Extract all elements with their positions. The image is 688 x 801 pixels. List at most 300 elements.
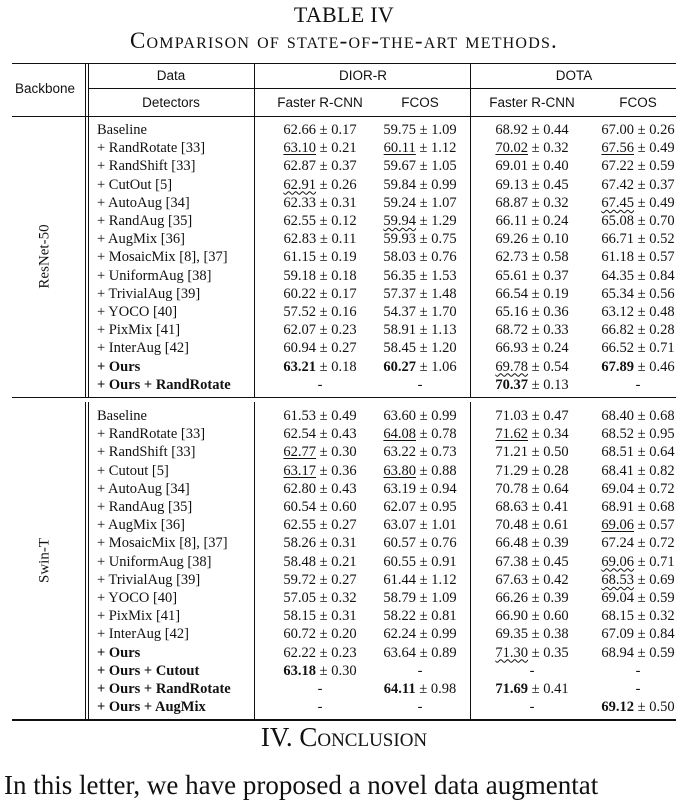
mean-value: 67.24 — [601, 535, 635, 552]
column-rule — [85, 63, 89, 116]
std-value: ± 0.24 — [527, 213, 569, 229]
std-value: ± 0.58 — [528, 249, 569, 266]
std-value: ± 0.23 — [316, 322, 357, 339]
std-value: ± 0.24 — [528, 340, 569, 357]
mean-value: 60.94 — [283, 340, 317, 357]
result-cell — [588, 339, 688, 357]
mean-value: 65.61 — [495, 267, 529, 284]
method-name: + YOCO [40] — [97, 304, 178, 320]
body-text: In this letter, we have proposed a novel data augmentat — [4, 770, 599, 800]
mean-value: 71.30 — [495, 644, 529, 661]
result-cell — [588, 303, 688, 321]
mean-value: 63.17 — [283, 462, 317, 479]
std-value: ± 0.89 — [416, 644, 457, 661]
result-cell — [262, 534, 378, 552]
result-cell — [262, 553, 378, 571]
result-cell — [377, 662, 463, 680]
result-cell — [377, 267, 463, 285]
mean-value: 59.93 — [383, 231, 417, 248]
std-value: ± 0.17 — [316, 285, 357, 302]
std-value: ± 0.57 — [634, 249, 675, 266]
result-cell — [377, 516, 463, 534]
result-cell — [588, 498, 688, 516]
mean-value: 71.69 — [495, 681, 529, 697]
method-name: + Ours — [97, 358, 141, 375]
mean-value: 69.04 — [601, 480, 635, 497]
std-value: ± 0.75 — [416, 231, 457, 248]
std-value: ± 0.30 — [316, 662, 357, 679]
mean-value: 66.54 — [495, 285, 529, 302]
result-cell — [377, 212, 463, 230]
mean-value: 62.55 — [283, 213, 317, 229]
mean-value: 69.13 — [495, 176, 529, 193]
result-cell — [262, 498, 378, 516]
result-cell — [262, 662, 378, 680]
std-value: ± 0.20 — [316, 626, 357, 643]
result-cell — [262, 589, 378, 607]
mean-value: 62.33 — [283, 194, 317, 211]
mean-value: 66.90 — [495, 608, 529, 625]
result-cell — [377, 480, 463, 498]
std-value: ± 0.18 — [316, 267, 357, 284]
mean-value: - — [635, 376, 641, 393]
header-fcos-dota: FCOS — [619, 95, 657, 110]
result-cell — [474, 157, 590, 175]
method-name: + TrivialAug [39] — [97, 571, 201, 588]
result-cell — [377, 698, 463, 716]
mean-value: 63.60 — [383, 408, 417, 424]
result-cell — [262, 139, 378, 157]
result-cell — [474, 662, 590, 680]
result-cell — [262, 339, 378, 357]
mean-value: 68.41 — [601, 462, 635, 479]
mean-value: 58.15 — [283, 608, 317, 625]
std-value: ± 0.56 — [634, 285, 675, 302]
result-cell — [262, 644, 378, 662]
std-value: ± 0.46 — [634, 358, 675, 375]
mean-value: 62.24 — [383, 626, 417, 643]
result-cell — [377, 534, 463, 552]
std-value: ± 0.36 — [528, 304, 569, 320]
std-value: ± 0.10 — [528, 231, 569, 248]
method-name: + CutOut [5] — [97, 176, 173, 193]
mean-value: - — [417, 662, 423, 679]
std-value: ± 0.68 — [634, 499, 675, 515]
result-cell — [262, 698, 378, 716]
std-value: ± 0.18 — [316, 358, 357, 375]
std-value: ± 0.91 — [416, 553, 457, 570]
method-name: + RandAug [35] — [97, 213, 193, 229]
header-dior-r: DIOR-R — [339, 68, 387, 83]
result-cell — [588, 212, 688, 230]
mean-value: - — [635, 681, 641, 697]
result-cell — [262, 230, 378, 248]
result-cell — [377, 321, 463, 339]
mean-value: - — [529, 699, 535, 716]
std-value: ± 0.57 — [634, 517, 675, 534]
method-name: + RandShift [33] — [97, 444, 196, 461]
result-cell — [474, 498, 590, 516]
result-cell — [262, 376, 378, 394]
std-value: ± 0.99 — [416, 626, 457, 643]
result-cell — [588, 644, 688, 662]
result-cell — [377, 248, 463, 266]
method-name: + Ours + RandRotate — [97, 681, 231, 697]
std-value: ± 0.41 — [528, 499, 569, 515]
mean-value: 58.45 — [383, 340, 417, 357]
result-cell — [474, 194, 590, 212]
mean-value: 59.24 — [383, 194, 417, 211]
std-value: ± 0.88 — [416, 462, 457, 479]
std-value: ± 0.43 — [316, 426, 357, 443]
mean-value: 59.72 — [283, 571, 317, 588]
rule — [12, 397, 676, 398]
mean-value: 63.12 — [601, 304, 635, 320]
std-value: ± 0.37 — [316, 158, 357, 175]
std-value: ± 0.32 — [528, 140, 569, 157]
method-name: + Cutout [5] — [97, 462, 169, 479]
mean-value: 71.62 — [495, 426, 529, 443]
mean-value: 63.18 — [283, 662, 317, 679]
method-name: + RandRotate [33] — [97, 426, 206, 443]
result-cell — [377, 443, 463, 461]
result-cell — [474, 176, 590, 194]
method-name: + MosaicMix [8], [37] — [97, 249, 228, 266]
result-cell — [474, 230, 590, 248]
std-value: ± 0.73 — [416, 444, 457, 461]
result-cell — [474, 267, 590, 285]
mean-value: 58.22 — [383, 608, 417, 625]
mean-value: 63.19 — [383, 480, 417, 497]
result-cell — [588, 425, 688, 443]
mean-value: 63.80 — [383, 462, 417, 479]
mean-value: 66.93 — [495, 340, 529, 357]
result-cell — [588, 121, 688, 139]
result-cell — [588, 194, 688, 212]
mean-value: 60.72 — [283, 626, 317, 643]
std-value: ± 1.13 — [416, 322, 457, 339]
mean-value: 63.10 — [283, 140, 317, 157]
mean-value: 69.35 — [495, 626, 529, 643]
mean-value: 63.22 — [383, 444, 417, 461]
std-value: ± 0.31 — [316, 194, 357, 211]
std-value: ± 0.59 — [634, 590, 675, 606]
mean-value: 67.56 — [601, 140, 635, 157]
std-value: ± 0.27 — [316, 571, 357, 588]
result-cell — [377, 230, 463, 248]
result-cell — [262, 571, 378, 589]
mean-value: - — [317, 681, 323, 697]
result-cell — [588, 157, 688, 175]
std-value: ± 0.84 — [634, 626, 675, 643]
result-cell — [588, 589, 688, 607]
result-cell — [262, 358, 378, 376]
mean-value: 60.11 — [383, 140, 416, 157]
method-name: + UniformAug [38] — [97, 267, 212, 284]
std-value: ± 0.59 — [634, 644, 675, 661]
column-rule — [254, 63, 255, 116]
method-name: + Ours + AugMix — [97, 699, 206, 716]
std-value: ± 0.49 — [316, 408, 357, 424]
std-value: ± 1.05 — [416, 158, 457, 175]
std-value: ± 0.39 — [528, 590, 569, 606]
result-cell — [588, 625, 688, 643]
result-cell — [474, 462, 590, 480]
result-cell — [474, 698, 590, 716]
mean-value: 60.27 — [383, 358, 417, 375]
result-cell — [377, 553, 463, 571]
table-label: TABLE IV — [293, 2, 395, 27]
result-cell — [588, 571, 688, 589]
result-cell — [262, 480, 378, 498]
mean-value: - — [635, 662, 641, 679]
std-value: ± 0.38 — [528, 626, 569, 643]
rule — [12, 116, 676, 117]
result-cell — [474, 358, 590, 376]
std-value: ± 0.36 — [316, 462, 357, 479]
result-cell — [588, 407, 688, 425]
std-value: ± 0.35 — [528, 644, 569, 661]
result-cell — [377, 121, 463, 139]
method-name: + AugMix [36] — [97, 231, 185, 248]
std-value: ± 0.95 — [634, 426, 675, 443]
result-cell — [474, 212, 590, 230]
std-value: ± 0.13 — [528, 376, 569, 393]
std-value: ± 0.19 — [316, 249, 357, 266]
std-value: ± 0.43 — [316, 480, 357, 497]
std-value: ± 0.12 — [316, 213, 357, 229]
std-value: ± 0.60 — [316, 499, 357, 515]
table-title: Comparison of state-of-the-art methods. — [130, 28, 558, 53]
result-cell — [588, 230, 688, 248]
mean-value: 54.37 — [383, 304, 417, 320]
mean-value: 62.73 — [495, 249, 529, 266]
std-value: ± 1.09 — [416, 590, 457, 606]
std-value: ± 0.33 — [528, 322, 569, 339]
mean-value: 66.52 — [601, 340, 635, 357]
mean-value: 70.48 — [495, 517, 529, 534]
result-cell — [377, 376, 463, 394]
std-value: ± 0.37 — [528, 267, 569, 284]
result-cell — [262, 285, 378, 303]
std-value: ± 0.21 — [316, 140, 357, 157]
mean-value: 68.52 — [601, 426, 635, 443]
mean-value: 65.34 — [601, 285, 635, 302]
result-cell — [588, 139, 688, 157]
result-cell — [588, 607, 688, 625]
std-value: ± 0.27 — [316, 517, 357, 534]
std-value: ± 0.64 — [528, 480, 569, 497]
method-name: + MosaicMix [8], [37] — [97, 535, 228, 552]
result-cell — [588, 462, 688, 480]
mean-value: 60.57 — [383, 535, 417, 552]
mean-value: 59.84 — [383, 176, 417, 193]
result-cell — [377, 607, 463, 625]
header-fcos-dior: FCOS — [401, 95, 439, 110]
result-cell — [377, 303, 463, 321]
column-rule — [470, 402, 471, 719]
mean-value: 58.79 — [383, 590, 417, 606]
mean-value: 69.12 — [601, 699, 635, 716]
std-value: ± 0.47 — [528, 408, 569, 424]
mean-value: 57.05 — [283, 590, 317, 606]
result-cell — [377, 176, 463, 194]
result-cell — [262, 248, 378, 266]
mean-value: 71.21 — [495, 444, 529, 461]
mean-value: 67.42 — [601, 176, 635, 193]
header-detectors: Detectors — [142, 95, 200, 110]
mean-value: 58.03 — [383, 249, 417, 266]
std-value: ± 0.99 — [416, 408, 457, 424]
mean-value: 69.04 — [601, 590, 635, 606]
mean-value: 67.63 — [495, 571, 529, 588]
std-value: ± 0.68 — [634, 408, 675, 424]
std-value: ± 0.70 — [634, 213, 675, 229]
result-cell — [377, 498, 463, 516]
result-cell — [474, 534, 590, 552]
std-value: ± 0.76 — [416, 249, 457, 266]
mean-value: 70.02 — [495, 140, 529, 157]
mean-value: 65.08 — [601, 213, 635, 229]
std-value: ± 0.98 — [415, 681, 457, 697]
mean-value: 65.16 — [495, 304, 529, 320]
std-value: ± 0.45 — [528, 553, 569, 570]
mean-value: 71.29 — [495, 462, 529, 479]
mean-value: 67.89 — [601, 358, 635, 375]
result-cell — [474, 407, 590, 425]
mean-value: - — [417, 699, 423, 716]
mean-value: 62.07 — [383, 499, 417, 515]
std-value: ± 0.78 — [416, 426, 457, 443]
std-value: ± 0.26 — [634, 122, 675, 138]
mean-value: 67.09 — [601, 626, 635, 643]
result-cell — [377, 339, 463, 357]
mean-value: 59.67 — [383, 158, 417, 175]
mean-value: 69.01 — [495, 158, 529, 175]
mean-value: 62.91 — [283, 176, 317, 193]
result-cell — [262, 680, 378, 698]
std-value: ± 0.42 — [528, 571, 569, 588]
std-value: ± 1.29 — [416, 213, 457, 229]
mean-value: 63.07 — [383, 517, 417, 534]
std-value: ± 0.16 — [316, 304, 357, 320]
mean-value: 62.22 — [283, 644, 317, 661]
std-value: ± 0.61 — [528, 517, 569, 534]
std-value: ± 0.99 — [416, 176, 457, 193]
result-cell — [474, 480, 590, 498]
header-data: Data — [156, 68, 186, 83]
std-value: ± 1.48 — [416, 285, 457, 302]
result-cell — [262, 625, 378, 643]
std-value: ± 1.70 — [416, 304, 457, 320]
result-cell — [588, 285, 688, 303]
result-cell — [588, 321, 688, 339]
result-cell — [474, 303, 590, 321]
mean-value: 69.78 — [495, 358, 529, 375]
std-value: ± 0.34 — [528, 426, 569, 443]
mean-value: 68.92 — [495, 122, 529, 138]
column-rule — [470, 63, 471, 116]
std-value: ± 0.50 — [528, 444, 569, 461]
method-name: + Ours — [97, 644, 141, 661]
result-cell — [262, 607, 378, 625]
std-value: ± 0.49 — [634, 194, 675, 211]
mean-value: 68.91 — [601, 499, 635, 515]
result-cell — [377, 194, 463, 212]
mean-value: 60.54 — [283, 499, 317, 515]
result-cell — [377, 425, 463, 443]
mean-value: 63.64 — [383, 644, 417, 661]
std-value: ± 0.32 — [528, 194, 569, 211]
std-value: ± 0.39 — [528, 535, 569, 552]
std-value: ± 0.82 — [634, 462, 675, 479]
result-cell — [588, 267, 688, 285]
mean-value: 68.51 — [601, 444, 635, 461]
std-value: ± 1.09 — [416, 122, 457, 138]
std-value: ± 0.84 — [634, 267, 675, 284]
mean-value: 66.26 — [495, 590, 529, 606]
result-cell — [588, 534, 688, 552]
std-value: ± 0.69 — [634, 571, 675, 588]
result-cell — [377, 462, 463, 480]
std-value: ± 1.01 — [416, 517, 457, 534]
result-cell — [474, 121, 590, 139]
result-cell — [262, 176, 378, 194]
result-cell — [377, 625, 463, 643]
mean-value: 62.77 — [283, 444, 317, 461]
result-cell — [474, 376, 590, 394]
std-value: ± 0.72 — [634, 480, 675, 497]
std-value: ± 0.11 — [316, 231, 357, 248]
std-value: ± 1.07 — [416, 194, 457, 211]
result-cell — [262, 157, 378, 175]
mean-value: 71.03 — [495, 408, 529, 424]
header-faster-rcnn-dior: Faster R-CNN — [277, 95, 363, 110]
method-name: + Ours + RandRotate — [97, 376, 231, 393]
std-value: ± 0.31 — [316, 608, 357, 625]
result-cell — [474, 625, 590, 643]
std-value: ± 0.71 — [634, 553, 675, 570]
mean-value: 69.06 — [601, 553, 635, 570]
column-rule — [85, 402, 89, 719]
method-name: + UniformAug [38] — [97, 553, 212, 570]
std-value: ± 0.17 — [316, 122, 357, 138]
mean-value: 66.82 — [601, 322, 635, 339]
result-cell — [377, 680, 463, 698]
std-value: ± 0.52 — [634, 231, 675, 248]
header-backbone: Backbone — [14, 81, 76, 96]
method-name: + InterAug [42] — [97, 626, 189, 643]
mean-value: 60.55 — [383, 553, 417, 570]
mean-value: 66.71 — [601, 231, 635, 248]
result-cell — [588, 358, 688, 376]
backbone-label: Swin-T — [36, 537, 53, 583]
mean-value: 68.94 — [601, 644, 635, 661]
method-name: + PixMix [41] — [97, 608, 181, 625]
mean-value: 57.52 — [283, 304, 317, 320]
mean-value: 64.11 — [383, 681, 416, 697]
mean-value: - — [317, 376, 323, 393]
std-value: ± 0.26 — [316, 176, 357, 193]
std-value: ± 0.41 — [528, 681, 569, 697]
result-cell — [377, 358, 463, 376]
mean-value: 64.35 — [601, 267, 635, 284]
mean-value: 62.54 — [283, 426, 317, 443]
mean-value: - — [417, 376, 423, 393]
std-value: ± 0.30 — [316, 444, 357, 461]
mean-value: 66.48 — [495, 535, 529, 552]
mean-value: 59.94 — [383, 213, 417, 229]
